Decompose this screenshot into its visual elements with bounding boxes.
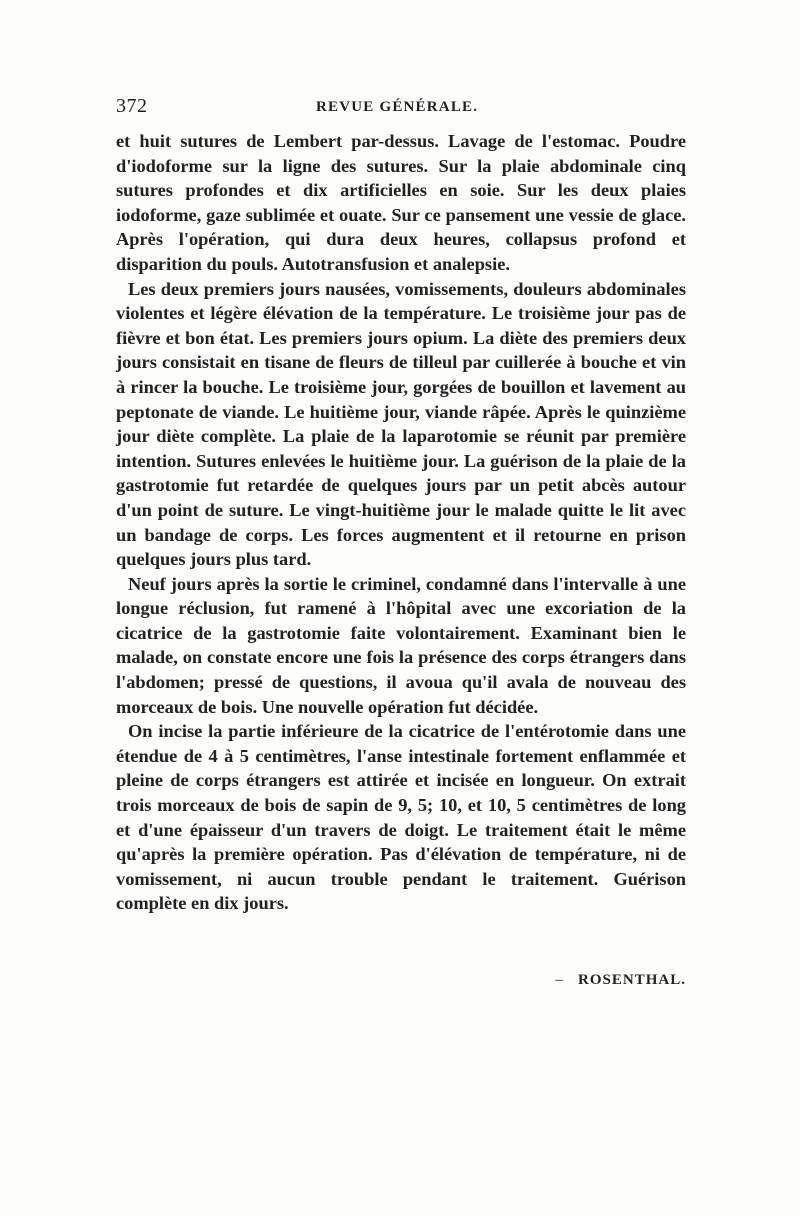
paragraph-postoperative: Les deux premiers jours nausées, vomissements, douleurs abdominales violentes et légère élévation de la température. Le troisième jour pas de fièvre et bon état. Les premiers jours opium. La diète des premiers deux jours consistait en tisane de fleurs de tilleul par cuillerée à bouche et vin à rincer la bouche. Le troisième jour, gorgées de bouillon et lavement au peptonate de viande. Le huitième jour, viande râpée. Après le quinzième jour diète complète. La plaie de la laparotomie se réunit par première intention. Sutures enlevées le huitième jour. La guérison de la plaie de la gastrotomie fut retardée de quelques jours par un petit abcès autour d'un point de suture. Le vingt-huitième jour le malade quitte le lit avec un bandage de corps. Les forces augmentent et il retourne en prison quelques jours plus tard. — [116, 278, 686, 570]
page-number: 372 — [116, 95, 148, 117]
body-text — [116, 129, 686, 916]
author-name: ROSENTHAL. — [578, 972, 686, 988]
signature-line — [116, 972, 686, 989]
paragraph-readmission: Neuf jours après la sortie le criminel, condamné dans l'intervalle à une longue réclusion, fut ramené à l'hôpital avec une excoriation de la cicatrice de la gastrotomie faite volontairement. Examinant bien le malade, on constate encore une fois la présence des corps étrangers dans l'abdomen; pressé de questions, il avoua qu'il avala de nouveau des morceaux de bois. Une nouvelle opération fut décidée. — [116, 573, 686, 717]
page-header — [116, 95, 686, 125]
paragraph-second-operation: On incise la partie inférieure de la cicatrice de l'entérotomie dans une étendue de 4 à 5 centimètres, l'anse intestinale fortement enflammée et pleine de corps étrangers est attirée et incisée en longueur. On extrait trois morceaux de bois de sapin de 9, 5; 10, et 10, 5 centimètres de long et d'une épaisseur d'un travers de doigt. Le traitement était le même qu'après la première opération. Pas d'élévation de température, ni de vomissement, ni aucun trouble pendant le traitement. Guérison complète en dix jours. — [116, 721, 686, 914]
signature-dash: – — [555, 972, 565, 988]
running-head: REVUE GÉNÉRALE. — [316, 99, 479, 115]
paragraph-continuation: et huit sutures de Lembert par-dessus. Lavage de l'estomac. Poudre d'iodoforme sur la ligne des sutures. Sur la plaie abdominale cinq sutures profondes et dix artificielles en soie. Sur les deux plaies iodoforme, gaze sublimée et ouate. Sur ce pansement une vessie de glace. Après l'opération, qui dura deux heures, collapsus profond et disparition du pouls. Autotransfusion et analepsie. — [116, 131, 686, 274]
